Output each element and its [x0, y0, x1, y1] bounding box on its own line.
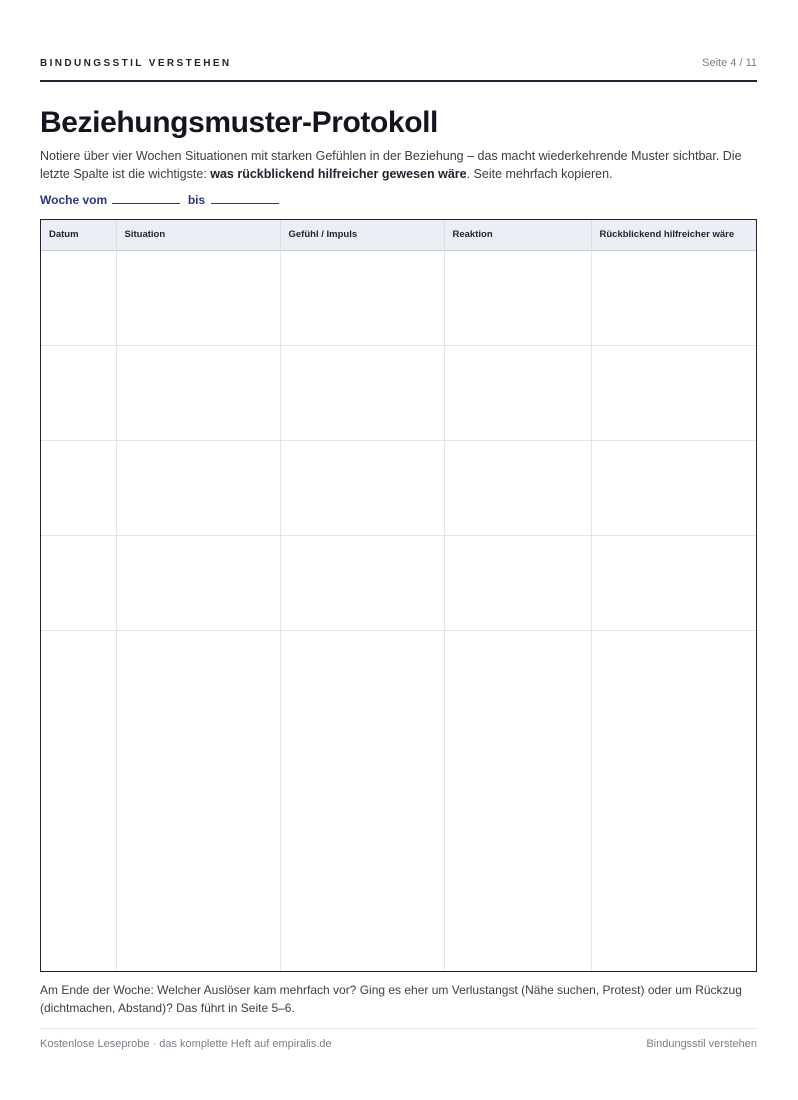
protocol-table — [40, 219, 757, 972]
table-cell[interactable] — [591, 345, 756, 440]
table-cell[interactable] — [41, 440, 116, 535]
table-row — [41, 630, 756, 971]
column-header-gefuehl: Gefühl / Impuls — [280, 220, 444, 250]
table-cell[interactable] — [41, 535, 116, 630]
table-cell[interactable] — [116, 440, 280, 535]
reflection-note: Am Ende der Woche: Welcher Auslöser kam mehrfach vor? Ging es eher um Verlustangst (Nähe suchen, Protest) oder um Rückzug (dichtmachen, Abstand)? Das führt in Seite 5–6. — [40, 983, 742, 1015]
intro-text — [40, 147, 757, 183]
week-from-blank[interactable] — [112, 194, 180, 204]
footer-promo: Kostenlose Leseprobe · das komplette Heft auf empiralis.de — [40, 1038, 332, 1050]
page-header — [40, 56, 757, 82]
table-cell[interactable] — [280, 630, 444, 971]
table-cell[interactable] — [280, 345, 444, 440]
intro-part-2: . Seite mehrfach kopieren. — [466, 167, 613, 181]
table-row — [41, 440, 756, 535]
column-header-reaktion: Reaktion — [444, 220, 591, 250]
table-cell[interactable] — [444, 440, 591, 535]
table-row — [41, 250, 756, 345]
table-cell[interactable] — [116, 630, 280, 971]
page-title: Beziehungsmuster-Protokoll — [40, 106, 438, 139]
table-cell[interactable] — [591, 535, 756, 630]
table-cell[interactable] — [591, 440, 756, 535]
table-cell[interactable] — [280, 535, 444, 630]
column-header-datum: Datum — [41, 220, 116, 250]
table-cell[interactable] — [444, 535, 591, 630]
week-to-blank[interactable] — [211, 194, 279, 204]
table-cell[interactable] — [116, 535, 280, 630]
table-cell[interactable] — [591, 250, 756, 345]
table-cell[interactable] — [591, 630, 756, 971]
week-range — [40, 193, 283, 207]
table-cell[interactable] — [444, 345, 591, 440]
table-cell[interactable] — [280, 440, 444, 535]
table-cell[interactable] — [444, 250, 591, 345]
table-cell[interactable] — [280, 250, 444, 345]
column-header-rueckblickend: Rückblickend hilfreicher wäre — [591, 220, 756, 250]
table-cell[interactable] — [41, 345, 116, 440]
table-cell[interactable] — [41, 250, 116, 345]
table-cell[interactable] — [116, 345, 280, 440]
brand-title: BINDUNGSSTIL VERSTEHEN — [40, 58, 232, 69]
week-from-label: Woche vom — [40, 193, 108, 207]
intro-emphasis: was rückblickend hilfreicher gewesen wäre — [210, 167, 467, 181]
table-cell[interactable] — [116, 250, 280, 345]
week-to-label: bis — [187, 193, 206, 207]
table-cell[interactable] — [41, 630, 116, 971]
table-row — [41, 535, 756, 630]
column-header-situation: Situation — [116, 220, 280, 250]
intro-part-1: Notiere über vier Wochen Situationen mit starken Gefühlen in der Beziehung – das macht wiederkehrende Muster sichtbar. Die letzte Spalte ist die wichtigste: — [40, 149, 742, 181]
table-row — [41, 345, 756, 440]
table-header-row — [41, 220, 756, 250]
page-number: Seite 4 / 11 — [702, 57, 757, 69]
footer-title: Bindungsstil verstehen — [646, 1038, 757, 1050]
table-cell[interactable] — [444, 630, 591, 971]
page-footer — [40, 1028, 757, 1058]
